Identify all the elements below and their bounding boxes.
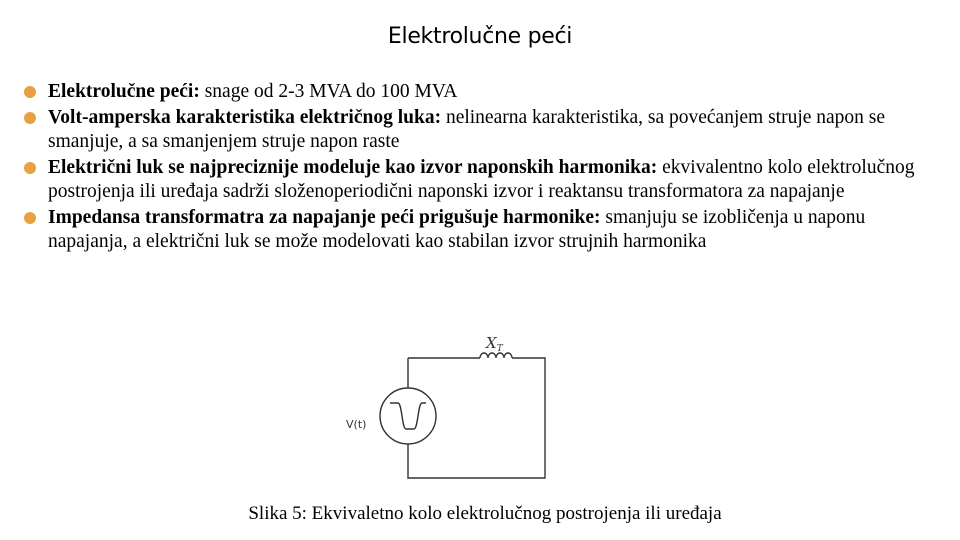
bullet-dot-icon (24, 212, 36, 224)
bullet-dot-icon (24, 86, 36, 98)
bullet-heading: Električni luk se najpreciznije modeluje kao izvor naponskih harmonika: (48, 157, 658, 178)
bullet-dot-icon (24, 162, 36, 174)
return-wire (408, 358, 545, 478)
bullet-dot-icon (24, 112, 36, 124)
bullet-item (20, 106, 945, 154)
figure-caption: Slika 5: Ekvivaletno kolo elektrolučnog postrojenja ili uređaja (248, 503, 722, 524)
reactance-label: $X_T$ (486, 334, 503, 354)
bullet-item (20, 156, 945, 204)
bullet-text: snage od 2-3 MVA do 100 MVA (199, 81, 458, 102)
voltage-source-icon (380, 388, 436, 444)
waveform-icon (390, 403, 426, 429)
bullet-heading: Volt-amperska karakteristika električnog luka: (48, 107, 442, 128)
slide-title: Elektrolučne peći (387, 24, 573, 49)
source-label: V(t) (346, 418, 367, 431)
bullet-list (20, 80, 945, 256)
bullet-heading: Elektrolučne peći: (48, 81, 200, 102)
bullet-text: nelinearna karakteristika, sa povećanjem struje napon se smanjuje, a sa smanjenjem struje napon raste (48, 107, 886, 152)
bullet-heading: Impedansa transformatra za napajanje peći prigušuje harmonike: (48, 207, 601, 228)
bullet-item (20, 80, 945, 104)
circuit-diagram (338, 330, 550, 492)
bullet-text: ekvivalentno kolo elektrolučnog postrojenja ili uređaja sadrži složenoperiodični naponski izvor i reaktansu transformatora za napajanje (48, 157, 915, 202)
bullet-text: smanjuju se izobličenja u naponu napajanja, a električni luk se može modelovati kao stabilan izvor strujnih harmonika (48, 207, 866, 252)
bullet-item (20, 206, 945, 254)
